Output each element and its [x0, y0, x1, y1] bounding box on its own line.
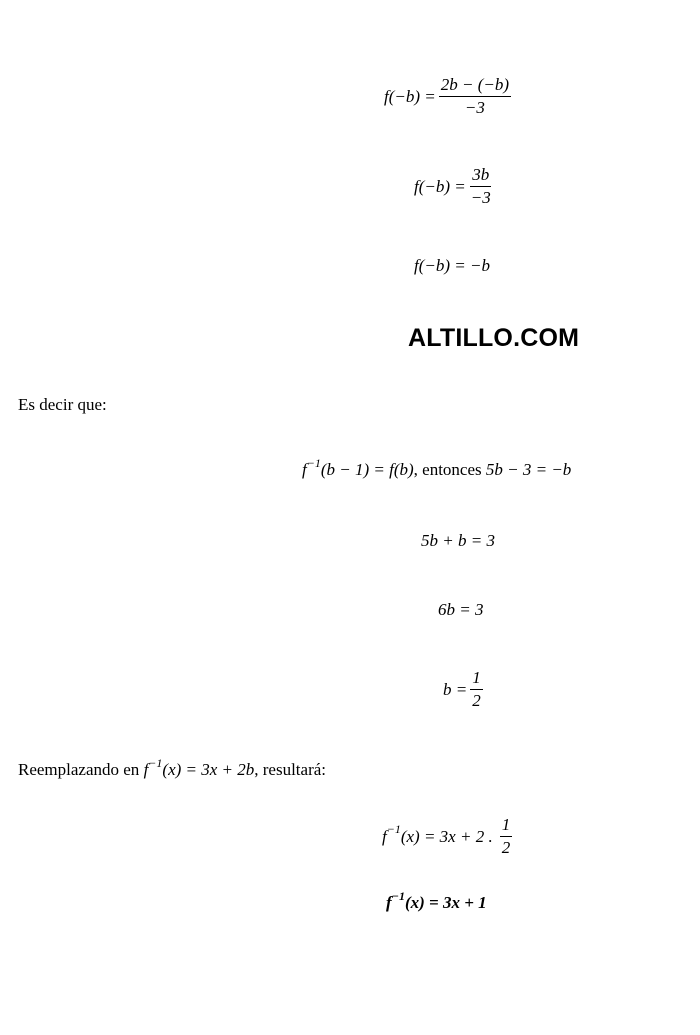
equation-7: [443, 668, 486, 711]
paragraph-2-end: , resultará:: [254, 760, 327, 779]
equation-4-sup: −1: [306, 455, 321, 470]
equation-1-denominator: −3: [464, 98, 485, 117]
equation-8-denominator: 2: [501, 838, 511, 857]
equation-3-text: f(−b) = −b: [414, 256, 490, 275]
equation-5-text: 5b + b = 3: [421, 531, 495, 550]
equation-8-mid: (x) = 3x + 2 .: [400, 826, 493, 846]
equation-2-lhs: f(−b) =: [414, 176, 466, 196]
equation-8-f: f: [382, 826, 387, 846]
equation-4-rhs: 5b − 3 = −b: [485, 460, 572, 479]
equation-1-numerator: 2b − (−b): [439, 75, 511, 97]
equation-3: [414, 256, 490, 276]
equation-7-numerator: 1: [470, 668, 483, 690]
equation-2-fraction: [469, 165, 493, 208]
equation-8-numerator: 1: [500, 815, 513, 837]
equation-9-mid: (x) = 3x + 1: [404, 893, 487, 912]
equation-9: [386, 888, 487, 913]
paragraph-2-f: f: [143, 760, 149, 779]
equation-6-text: 6b = 3: [438, 600, 484, 619]
equation-6: [438, 600, 483, 620]
equation-7-fraction: [470, 668, 483, 711]
equation-1-lhs: f(−b) =: [384, 86, 436, 106]
equation-2-numerator: 3b: [470, 165, 491, 187]
equation-7-denominator: 2: [472, 691, 481, 710]
equation-2: [414, 165, 496, 208]
equation-4-connector: , entonces: [413, 460, 486, 479]
equation-7-lhs: b =: [443, 679, 468, 699]
equation-9-sup: −1: [391, 888, 405, 903]
equation-4-f: f: [302, 460, 307, 479]
paragraph-2-expr: (x) = 3x + 2b: [162, 760, 255, 779]
equation-4-mid: (b − 1) = f(b): [320, 460, 414, 479]
paragraph-2-start: Reemplazando en: [18, 760, 144, 779]
equation-8-fraction: [500, 815, 513, 858]
equation-4: [302, 455, 572, 480]
equation-1: [384, 75, 514, 118]
paragraph-2-sup: −1: [148, 755, 163, 770]
equation-8: [382, 815, 515, 858]
equation-9-f: f: [386, 893, 392, 912]
equation-8-sup: −1: [386, 822, 401, 836]
paragraph-1-text: Es decir que:: [18, 395, 107, 414]
equation-5: [421, 531, 495, 551]
watermark-logo: ALTILLO.COM: [408, 324, 580, 352]
equation-1-fraction: [439, 75, 511, 118]
paragraph-2: [18, 755, 327, 780]
paragraph-1: [18, 395, 107, 415]
equation-2-denominator: −3: [470, 188, 491, 207]
